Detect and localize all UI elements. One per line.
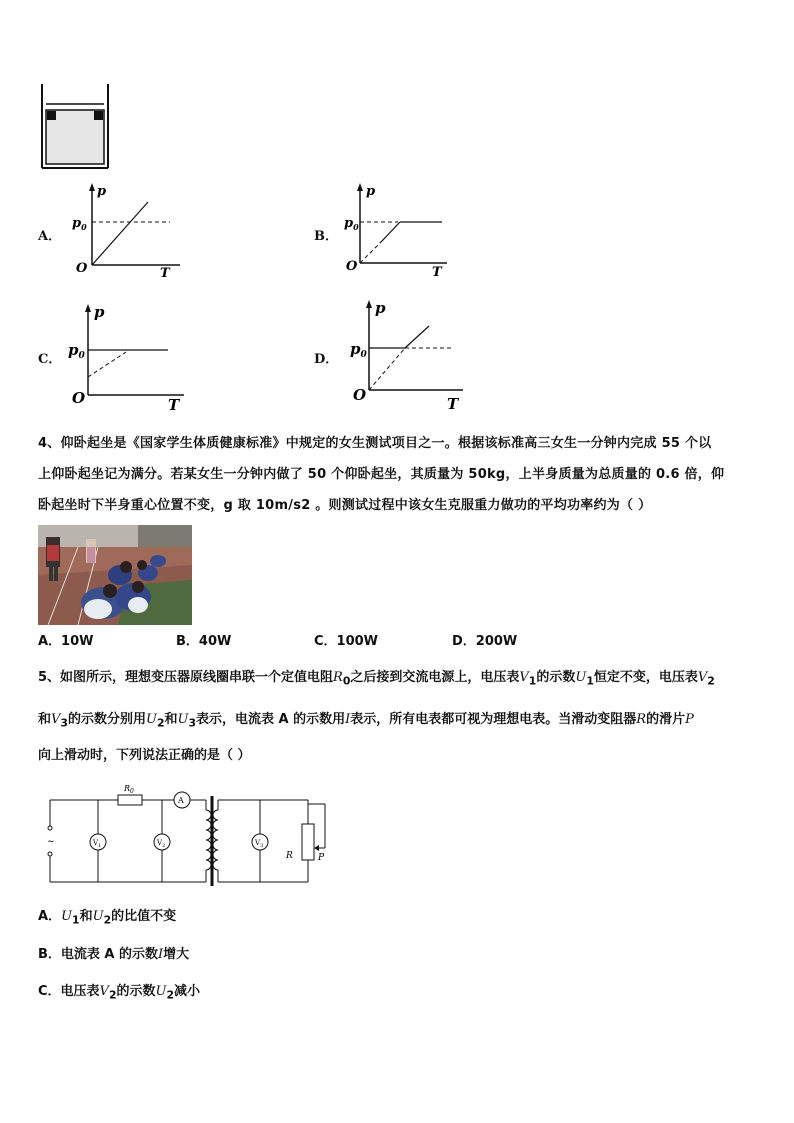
q5-line-1: 5、如图所示，理想变压器原线圈串联一个定值电阻$R_0$之后接到交流电源上，电压表$V_1$的示数$U_1$恒定不变，电压表$V_2$ — [38, 670, 715, 688]
origin-label: O — [346, 259, 358, 274]
axis-t-label: T — [432, 265, 442, 280]
option-b-label: B． — [314, 229, 338, 244]
axis-t-label: T — [447, 395, 459, 412]
axis-t-label: T — [160, 266, 170, 280]
axis-p-label: p — [366, 184, 376, 199]
q4-line-1: 4、仰卧起坐是《国家学生体质健康标准》中规定的女生测试项目之一。根据该标准高三女生一分钟内完成 55 个以 — [38, 436, 712, 451]
source-symbol: ~ — [47, 837, 55, 847]
origin-label: O — [76, 261, 88, 276]
v1-label: $V_1$ — [93, 839, 102, 849]
q5-option-c: C．电压表$V_2$的示数$U_2$减小 — [38, 984, 201, 1002]
q5-option-a: A．$U_1$和$U_2$的比值不变 — [38, 909, 177, 927]
p0-label: $p_0$ — [72, 216, 87, 232]
axis-p-label: p — [375, 299, 386, 317]
q4-option-c: C．100W — [314, 634, 379, 649]
situp-photo — [38, 525, 192, 625]
q5-line-3: 向上滑动时，下列说法正确的是（ ） — [38, 748, 251, 763]
q5-line-2: 和$V_3$的示数分别用$U_2$和$U_3$表示，电流表 A 的示数用I表示，所有电表都可视为理想电表。当滑动变阻器R的滑片P — [38, 712, 694, 730]
graph-d — [345, 296, 475, 412]
p0-label: $p_0$ — [344, 216, 359, 232]
graph-b — [342, 180, 462, 280]
option-d-label: D． — [314, 352, 339, 367]
q4-line-2: 上仰卧起坐记为满分。若某女生一分钟内做了 50 个仰卧起坐，其质量为 50kg，上半身质量为总质量的 0.6 倍，仰 — [38, 467, 725, 482]
q5-option-b: B．电流表 A 的示数I增大 — [38, 947, 190, 962]
v2-label: $V_2$ — [157, 839, 166, 849]
p-label: P — [318, 853, 325, 863]
graph-a — [70, 180, 190, 280]
graph-c — [66, 300, 196, 412]
option-a-label: A． — [38, 229, 62, 244]
r0-label: $R_0$ — [124, 784, 134, 795]
p0-label: $p_0$ — [350, 340, 367, 360]
p0-label: $p_0$ — [68, 341, 85, 361]
transformer-circuit — [38, 782, 338, 890]
v3-label: $V_3$ — [255, 839, 264, 849]
origin-label: O — [353, 386, 367, 404]
axis-t-label: T — [168, 396, 180, 412]
q4-option-d: D．200W — [452, 634, 518, 649]
q4-option-a: A．10W — [38, 634, 94, 649]
option-c-label: C． — [38, 352, 62, 367]
origin-label: O — [72, 389, 86, 407]
q4-option-b: B．40W — [176, 634, 232, 649]
cylinder-figure — [38, 82, 112, 172]
ammeter-label: A — [178, 796, 184, 805]
q4-line-3: 卧起坐时下半身重心位置不变，g 取 10m/s2 。则测试过程中该女生克服重力做功的平均功率约为（ ） — [38, 498, 652, 513]
r-label: R — [286, 851, 293, 861]
axis-p-label: p — [94, 303, 105, 321]
axis-p-label: p — [97, 184, 107, 199]
